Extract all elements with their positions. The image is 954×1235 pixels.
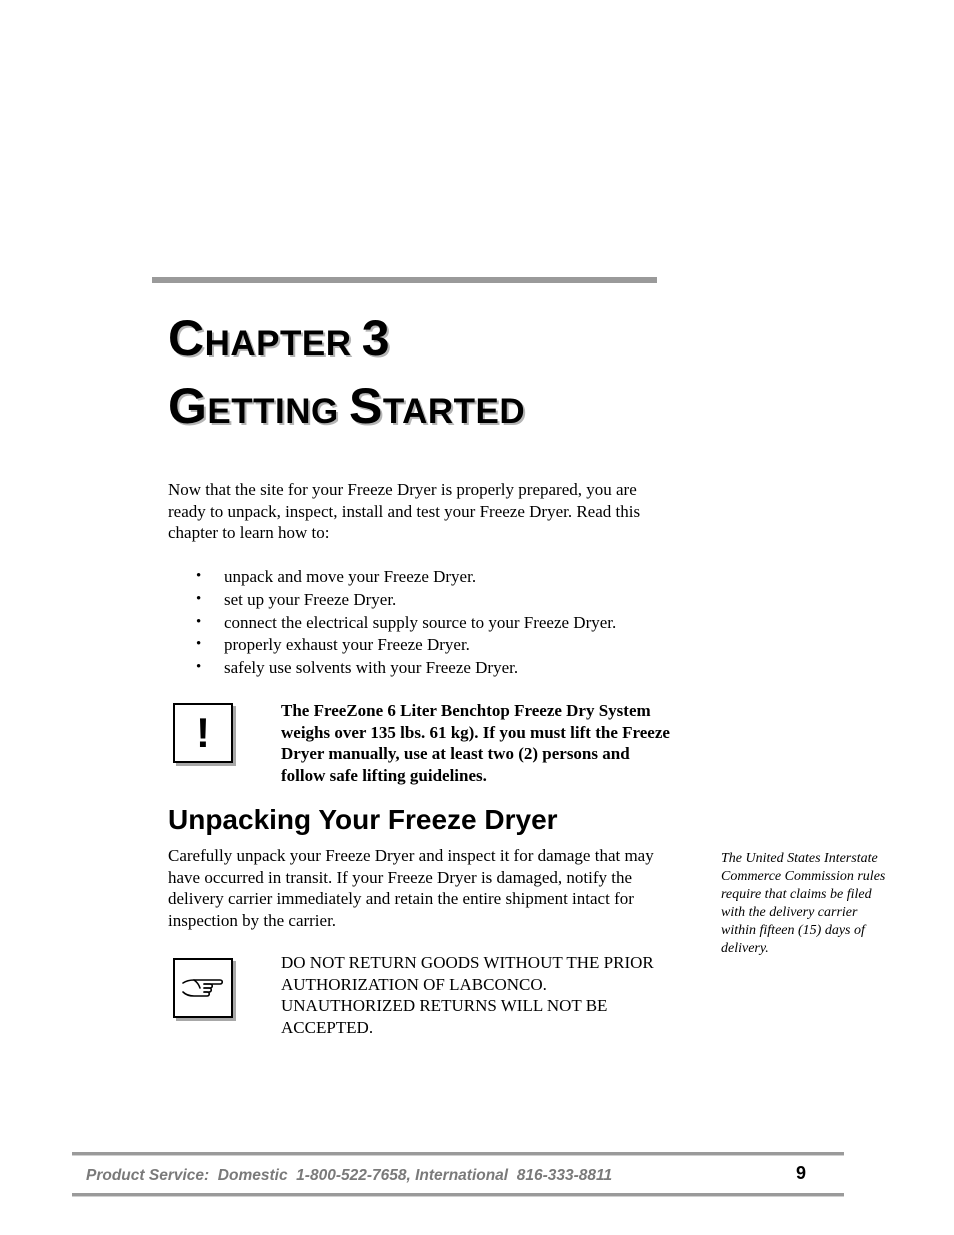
chapter-title-heading: GETTING STARTED: [168, 378, 526, 434]
section-heading: Unpacking Your Freeze Dryer: [168, 804, 558, 835]
list-item: • safely use solvents with your Freeze Dryer.: [196, 657, 616, 680]
return-policy-note: DO NOT RETURN GOODS WITHOUT THE PRIOR AUTHORIZATION OF LABCONCO. UNAUTHORIZED RETURNS WILL NOT BE ACCEPTED.: [281, 953, 654, 1037]
side-note: The United States Interstate Commerce Commission rules require that claims be filed with the delivery carrier within fifteen (15) days of delivery.: [721, 851, 886, 956]
footer-contact-text: Product Service: Domestic 1-800-522-7658, International 816-333-8811: [86, 1167, 613, 1184]
list-item: • properly exhaust your Freeze Dryer.: [196, 634, 616, 657]
chapter-top-rule: [152, 277, 657, 283]
pointing-hand-icon: [173, 958, 233, 1018]
chapter-topics-list: [196, 566, 616, 680]
footer-top-rule: [72, 1152, 844, 1156]
list-item: • connect the electrical supply source to your Freeze Dryer.: [196, 612, 616, 635]
weight-warning-text: The FreeZone 6 Liter Benchtop Freeze Dry System weighs over 135 lbs. 61 kg). If you must lift the Freeze Dryer manually, use at least two (2) persons and follow safe lifting guidelines.: [281, 701, 670, 785]
list-item: • set up your Freeze Dryer.: [196, 589, 616, 612]
exclamation-icon: !: [173, 703, 233, 763]
page-number: 9: [796, 1163, 807, 1183]
footer-bottom-rule: [72, 1193, 844, 1197]
chapter-number-heading: CHAPTER 3: [168, 310, 391, 366]
list-item: • unpack and move your Freeze Dryer.: [196, 566, 616, 589]
intro-paragraph: Now that the site for your Freeze Dryer is properly prepared, you are ready to unpack, inspect, install and test your Freeze Dryer. Read this chapter to learn how to:: [168, 480, 641, 542]
unpacking-paragraph: Carefully unpack your Freeze Dryer and inspect it for damage that may have occurred in transit. If your Freeze Dryer is damaged, notify the delivery carrier immediately and retain the entire shipment intact for inspection by the carrier.: [168, 846, 654, 930]
